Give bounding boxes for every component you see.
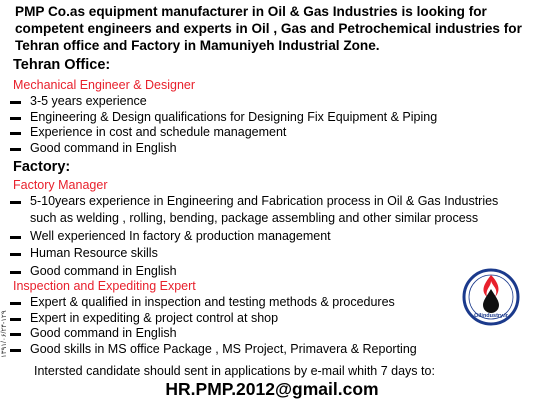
tehran-office-heading: Tehran Office: bbox=[13, 57, 111, 73]
list-item: Good command in English bbox=[9, 326, 417, 342]
list-item bbox=[9, 193, 498, 228]
list-item-line: 5-10years experience in Engineering and Fabrication process in Oil & Gas Industries bbox=[30, 194, 499, 208]
list-item: 3-5 years experience bbox=[9, 94, 437, 110]
logo-caption: Oilindustry.ir bbox=[474, 313, 508, 319]
list-item: Human Resource skills bbox=[9, 245, 498, 262]
factory-requirements-list bbox=[9, 193, 498, 280]
list-item: Well experienced In factory & production management bbox=[9, 228, 498, 245]
role-factory-manager: Factory Manager bbox=[13, 178, 108, 192]
contact-email: HR.PMP.2012@gmail.com bbox=[165, 379, 379, 399]
list-item: Good command in English bbox=[9, 263, 498, 280]
list-item: Good skills in MS office Package , MS Project, Primavera & Reporting bbox=[9, 342, 417, 358]
list-item: Experience in cost and schedule management bbox=[9, 125, 437, 141]
factory-heading: Factory: bbox=[13, 159, 71, 175]
list-item: Good command in English bbox=[9, 141, 437, 157]
intro-line: PMP Co.as equipment manufacturer in Oil & Gas Industries is looking for bbox=[15, 4, 487, 19]
intro-paragraph bbox=[15, 3, 540, 54]
list-item: Expert in expediting & project control at shop bbox=[9, 311, 417, 327]
list-item: Engineering & Design qualifications for Designing Fix Equipment & Piping bbox=[9, 110, 437, 126]
intro-line: competent engineers and experts in Oil , Gas and Petrochemical industries for bbox=[15, 21, 522, 36]
list-item-line: such as welding , rolling, bending, package assembling and other similar process bbox=[30, 211, 479, 226]
role-inspection-expert: Inspection and Expediting Expert bbox=[13, 279, 196, 293]
application-instructions: Intersted candidate should sent in applications by e-mail whith 7 days to: bbox=[34, 364, 435, 378]
role-mechanical-engineer: Mechanical Engineer & Designer bbox=[13, 78, 196, 92]
publication-code: ۱۳۹۱/۰۶/۲۴-۱۲۹ bbox=[1, 310, 8, 358]
list-item: Expert & qualified in inspection and testing methods & procedures bbox=[9, 295, 417, 311]
tehran-requirements-list bbox=[9, 94, 437, 156]
intro-line: Tehran office and Factory in Mamuniyeh Industrial Zone. bbox=[15, 38, 380, 53]
inspection-requirements-list bbox=[9, 295, 417, 357]
